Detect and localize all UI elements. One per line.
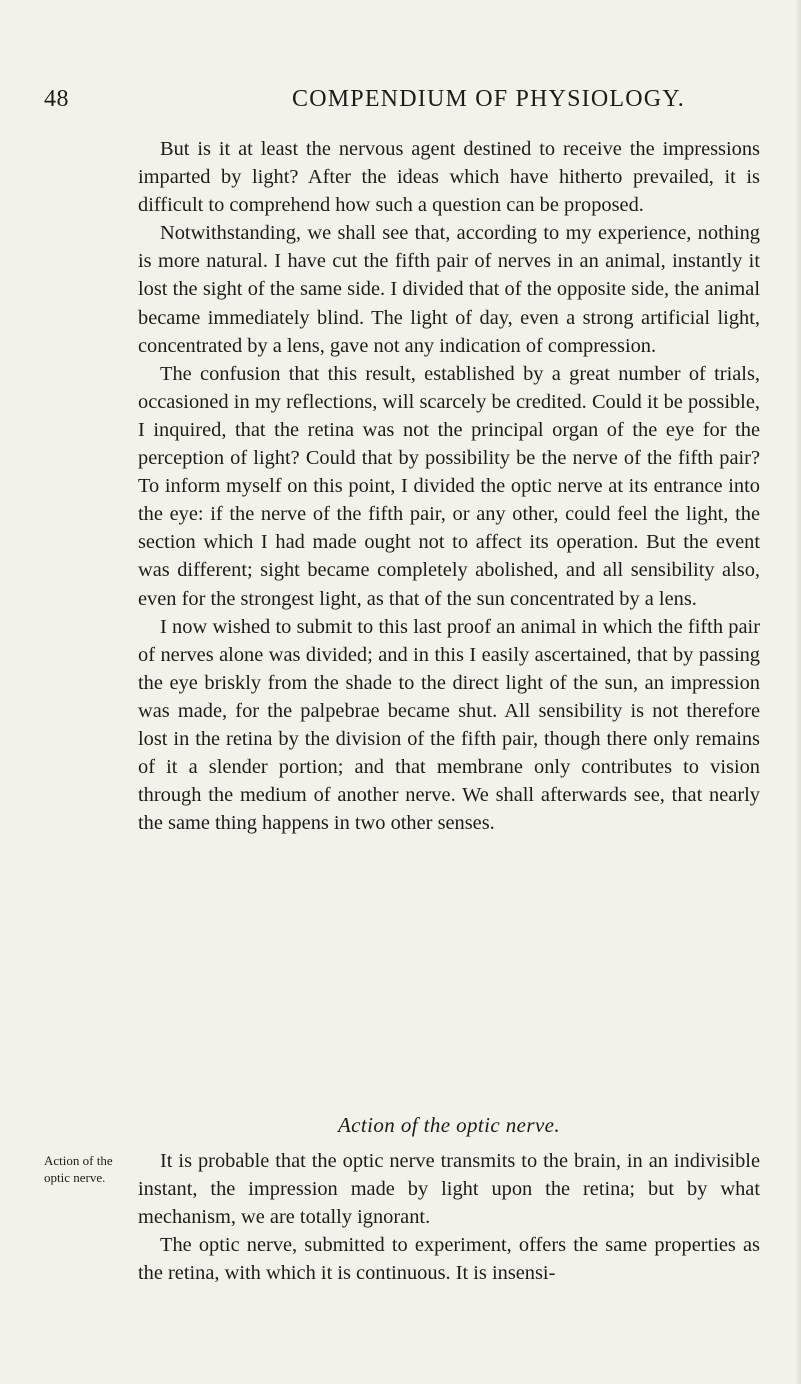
paragraph: It is probable that the optic nerve transmits to the brain, in an indivisible instant, the impression made by light upon the retina; but by what mechanism, we are totally ignorant. [138, 1150, 760, 1229]
page-edge-shadow [795, 0, 801, 1384]
page-number: 48 [44, 86, 69, 112]
paragraph: The confusion that this result, established by a great number of trials, occasioned in my reflections, will scarcely be credited. Could it be possible, I inquired, that the retina was not the principal organ of the eye for the perception of light? Could that by possibility be the nerve of the fifth pair? To inform myself on this point, I divided the optic nerve at its entrance into the eye: if the nerve of the fifth pair, or any other, could feel the light, the section which I had made ought not to affect its operation. But the event was different; sight became completely abolished, and all sensibility also, even for the strongest light, as that of the sun concentrated by a lens. [138, 362, 760, 610]
margin-note: Action of the optic nerve. [44, 1153, 113, 1185]
paragraph: I now wished to submit to this last proof an animal in which the fifth pair of nerves alone was divided; and in this I easily ascertained, that by passing the eye briskly from the shade to the direct light of the sun, an impression was made, for the palpebrae became shut. All sensibility is not therefore lost in the retina by the division of the fifth pair, though there only remains of it a slender portion; and that membrane only contributes to vision through the medium of another nerve. We shall afterwards see, that nearly the same thing happens in two other senses. [138, 615, 760, 835]
section-heading: Action of the optic nerve. [337, 1113, 561, 1137]
page-header [44, 86, 744, 122]
main-text [138, 135, 760, 837]
paragraph: The optic nerve, submitted to experiment, offers the same properties as the retina, with which it is continuous. It is insensi- [138, 1234, 760, 1285]
paragraph: But is it at least the nervous agent destined to receive the impressions imparted by light? After the ideas which have hitherto prevailed, it is difficult to comprehend how such a question can be proposed. [138, 138, 760, 217]
paragraph: Notwithstanding, we shall see that, according to my experience, nothing is more natural. I have cut the fifth pair of nerves in an animal, instantly it lost the sight of the same side. I divided that of the opposite side, the animal became immediately blind. The light of day, even a strong artificial light, concentrated by a lens, gave not any indication of compression. [138, 222, 760, 357]
running-title: COMPENDIUM OF PHYSIOLOGY. [292, 86, 685, 112]
section-text [138, 1147, 760, 1287]
